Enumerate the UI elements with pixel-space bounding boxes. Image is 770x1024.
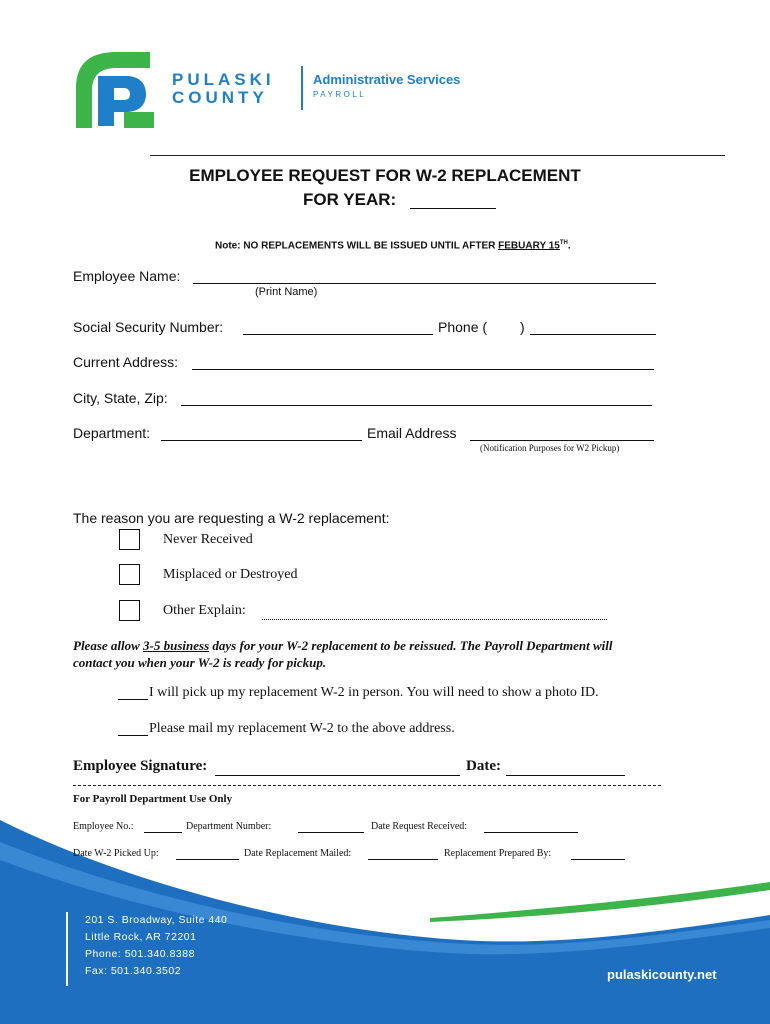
pickup-option-label: I will pick up my replacement W-2 in person. You will need to show a photo ID. bbox=[149, 685, 599, 700]
other-label: Other Explain: bbox=[163, 603, 246, 618]
department-label: Department: bbox=[73, 425, 151, 441]
note-date: FEBUARY 15 bbox=[498, 240, 560, 252]
date-mailed-field[interactable] bbox=[368, 859, 438, 860]
signature-date-label: Date: bbox=[466, 758, 501, 774]
misplaced-checkbox[interactable] bbox=[119, 564, 140, 585]
other-checkbox[interactable] bbox=[119, 600, 140, 621]
prepared-by-label: Replacement Prepared By: bbox=[444, 848, 552, 859]
department-number-label: Department Number: bbox=[186, 821, 272, 832]
note-prefix: Note: NO REPLACEMENTS WILL BE ISSUED UNTIL AFTER bbox=[215, 240, 499, 252]
form-title: EMPLOYEE REQUEST FOR W-2 REPLACEMENT bbox=[189, 166, 581, 185]
phone-field[interactable] bbox=[530, 334, 656, 335]
notice-part1: Please allow bbox=[73, 638, 144, 653]
phone-label: Phone ( bbox=[438, 319, 488, 335]
footer-address-line2: Little Rock, AR 72201 bbox=[85, 931, 197, 943]
note-date-suffix: TH bbox=[559, 240, 568, 246]
mail-option-label: Please mail my replacement W-2 to the above address. bbox=[149, 721, 455, 736]
cut-line bbox=[73, 785, 661, 786]
employee-name-label: Employee Name: bbox=[73, 268, 181, 284]
never-received-label: Never Received bbox=[163, 532, 253, 547]
replacement-note bbox=[215, 240, 571, 251]
reason-question: The reason you are requesting a W-2 replacement: bbox=[73, 510, 390, 526]
footer-divider bbox=[66, 912, 68, 986]
employee-name-field[interactable] bbox=[193, 283, 656, 284]
email-field[interactable] bbox=[470, 440, 654, 441]
ssn-label: Social Security Number: bbox=[73, 319, 224, 335]
prepared-by-field[interactable] bbox=[571, 859, 625, 860]
employee-no-label: Employee No.: bbox=[73, 821, 134, 832]
logo-divider bbox=[301, 66, 303, 110]
notice-part2: days for your W-2 replacement to be reissued. The Payroll Department will bbox=[209, 638, 613, 653]
email-note: (Notification Purposes for W2 Pickup) bbox=[480, 443, 620, 453]
pickup-option-line[interactable] bbox=[118, 699, 148, 700]
footer-phone: Phone: 501.340.8388 bbox=[85, 948, 195, 960]
footer-address-line1: 201 S. Broadway, Suite 440 bbox=[85, 914, 228, 926]
address-field[interactable] bbox=[192, 369, 654, 370]
date-picked-field[interactable] bbox=[176, 859, 239, 860]
notice-line2: contact you when your W-2 is ready for pickup. bbox=[73, 655, 327, 670]
subdepartment-name: PAYROLL bbox=[313, 90, 367, 99]
address-label: Current Address: bbox=[73, 354, 179, 370]
signature-field[interactable] bbox=[215, 775, 460, 776]
form-year-label: FOR YEAR: bbox=[303, 190, 397, 209]
year-input-line[interactable] bbox=[410, 208, 496, 209]
department-name: Administrative Services bbox=[313, 72, 461, 87]
print-name-hint: (Print Name) bbox=[255, 286, 318, 298]
city-state-zip-field[interactable] bbox=[181, 405, 652, 406]
phone-close-paren: ) bbox=[520, 319, 525, 335]
footer-fax: Fax: 501.340.3502 bbox=[85, 965, 182, 977]
signature-label: Employee Signature: bbox=[73, 758, 208, 774]
header-rule bbox=[150, 155, 725, 156]
mail-option-line[interactable] bbox=[118, 735, 148, 736]
footer-contact bbox=[85, 912, 227, 980]
reissue-notice bbox=[73, 638, 613, 654]
other-explain-field[interactable] bbox=[262, 619, 607, 620]
footer-website[interactable]: pulaskicounty.net bbox=[607, 967, 717, 982]
department-field[interactable] bbox=[161, 440, 362, 441]
city-state-zip-label: City, State, Zip: bbox=[73, 390, 168, 406]
signature-date-field[interactable] bbox=[506, 775, 625, 776]
date-request-label: Date Request Received: bbox=[371, 821, 468, 832]
date-mailed-label: Date Replacement Mailed: bbox=[244, 848, 352, 859]
misplaced-label: Misplaced or Destroyed bbox=[163, 567, 298, 582]
notice-underlined: 3-5 business bbox=[143, 638, 210, 653]
email-label: Email Address bbox=[367, 425, 457, 441]
logo-line-county: COUNTY bbox=[172, 88, 268, 107]
logo-line-pulaski: PULASKI bbox=[172, 70, 275, 89]
office-use-heading: For Payroll Department Use Only bbox=[73, 793, 233, 805]
date-picked-label: Date W-2 Picked Up: bbox=[73, 848, 159, 859]
never-received-checkbox[interactable] bbox=[119, 529, 140, 550]
ssn-field[interactable] bbox=[243, 334, 433, 335]
note-suffix: . bbox=[567, 240, 571, 252]
pulaski-county-logo bbox=[68, 48, 160, 132]
